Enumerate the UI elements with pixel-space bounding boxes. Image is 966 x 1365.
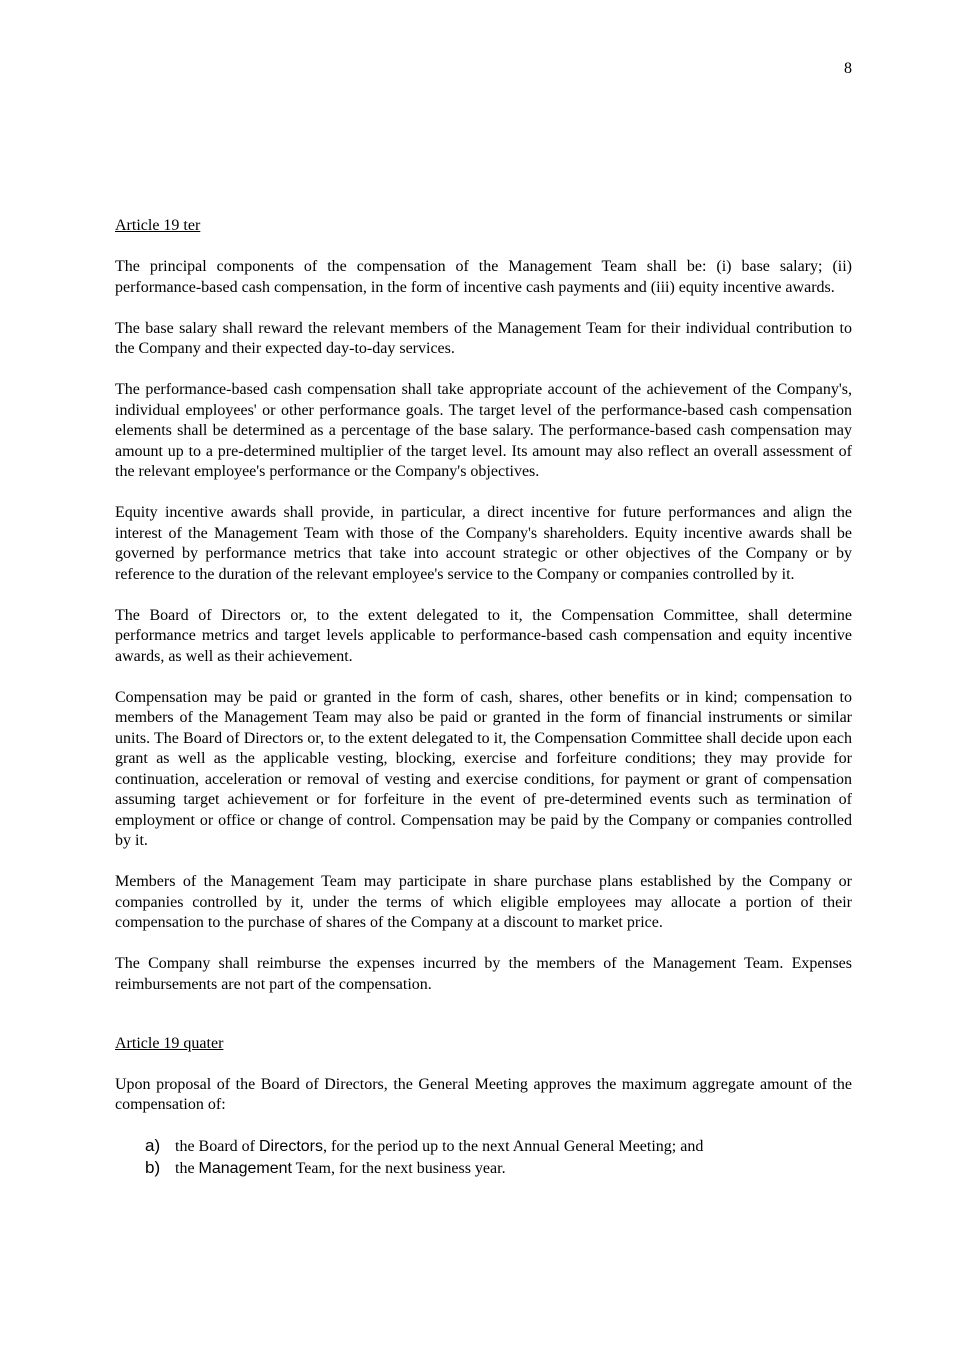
article-19-quater-heading: Article 19 quater bbox=[115, 1034, 224, 1052]
compensation-list bbox=[115, 1136, 852, 1180]
article-19-ter-paragraph-2: The base salary shall reward the relevant members of the Management Team for their individual contribution to the Company and their expected day-to-day services. bbox=[115, 319, 852, 357]
article-19-ter-paragraph-1: The principal components of the compensation of the Management Team shall be: (i) base salary; (ii) performance-based cash compensation, in the form of incentive cash payments and (iii) equity incentive awards. bbox=[115, 258, 852, 296]
article-19-ter-paragraph-4: Equity incentive awards shall provide, in particular, a direct incentive for future performances and align the interest of the Management Team with those of the Company's shareholders. Equity incentive awards shall be governed by performance metrics that take into account strategic or other objectives of the Company or by reference to the duration of the relevant employee's service to the Company or companies controlled by it. bbox=[115, 504, 852, 583]
list-item bbox=[115, 1158, 852, 1180]
article-19-ter-paragraph-6: Compensation may be paid or granted in the form of cash, shares, other benefits or in kind; compensation to members of the Management Team may also be paid or granted in the form of financial instruments or similar units. The Board of Directors or, to the extent delegated to it, the Compensation Committee shall decide upon each grant as well as the applicable vesting, blocking, exercise and forfeiture conditions; they may provide for continuation, acceleration or removal of vesting and exercise conditions, for payment or grant of compensation assuming target achievement or for forfeiture in the event of pre-determined events such as termination of employment or office or change of control. Compensation may be paid by the Company or companies controlled by it. bbox=[115, 688, 852, 849]
article-19-ter-heading: Article 19 ter bbox=[115, 217, 201, 234]
list-marker: a) bbox=[145, 1136, 161, 1155]
list-marker: b) bbox=[145, 1158, 161, 1177]
list-item-text bbox=[175, 1159, 506, 1180]
list-item-text bbox=[175, 1137, 703, 1158]
list-item-text-pre: the bbox=[175, 1160, 199, 1177]
article-19-ter-paragraph-7: Members of the Management Team may participate in share purchase plans established by the Company or companies controlled by it, under the terms of which eligible employees may allocate a portion of their compensation to the purchase of shares of the Company at a discount to market price. bbox=[115, 873, 852, 931]
article-19-ter-paragraph-3: The performance-based cash compensation shall take appropriate account of the achievement of the Company's, individual employees' or other performance goals. The target level of the performance-based cash compensation elements shall be determined as a percentage of the base salary. The performance-based cash compensation may amount up to a pre-determined multiplier of the target level. Its amount may also reflect an overall assessment of the relevant employee's performance or the Company's objectives. bbox=[115, 381, 852, 480]
list-item-text-post: , for the period up to the next Annual General Meeting; and bbox=[323, 1138, 704, 1155]
list-item-text-post: Team, for the next business year. bbox=[291, 1160, 506, 1177]
document-body bbox=[115, 216, 852, 1180]
list-item-text-pre: the Board of bbox=[175, 1138, 259, 1155]
list-item-term: Directors bbox=[258, 1138, 323, 1155]
article-19-ter-paragraph-5: The Board of Directors or, to the extent delegated to it, the Compensation Committee, shall determine performance metrics and target levels applicable to performance-based cash compensation and equity incentive awards, as well as their achievement. bbox=[115, 606, 852, 665]
page-number: 8 bbox=[844, 60, 852, 77]
list-item bbox=[115, 1136, 852, 1158]
article-19-quater-intro: Upon proposal of the Board of Directors, the General Meeting approves the maximum aggregate amount of the compensation of: bbox=[115, 1075, 852, 1113]
list-item-term: Management bbox=[198, 1160, 292, 1177]
article-19-ter-paragraph-8: The Company shall reimburse the expenses incurred by the members of the Management Team. Expenses reimbursements are not part of the compensation. bbox=[115, 955, 852, 993]
